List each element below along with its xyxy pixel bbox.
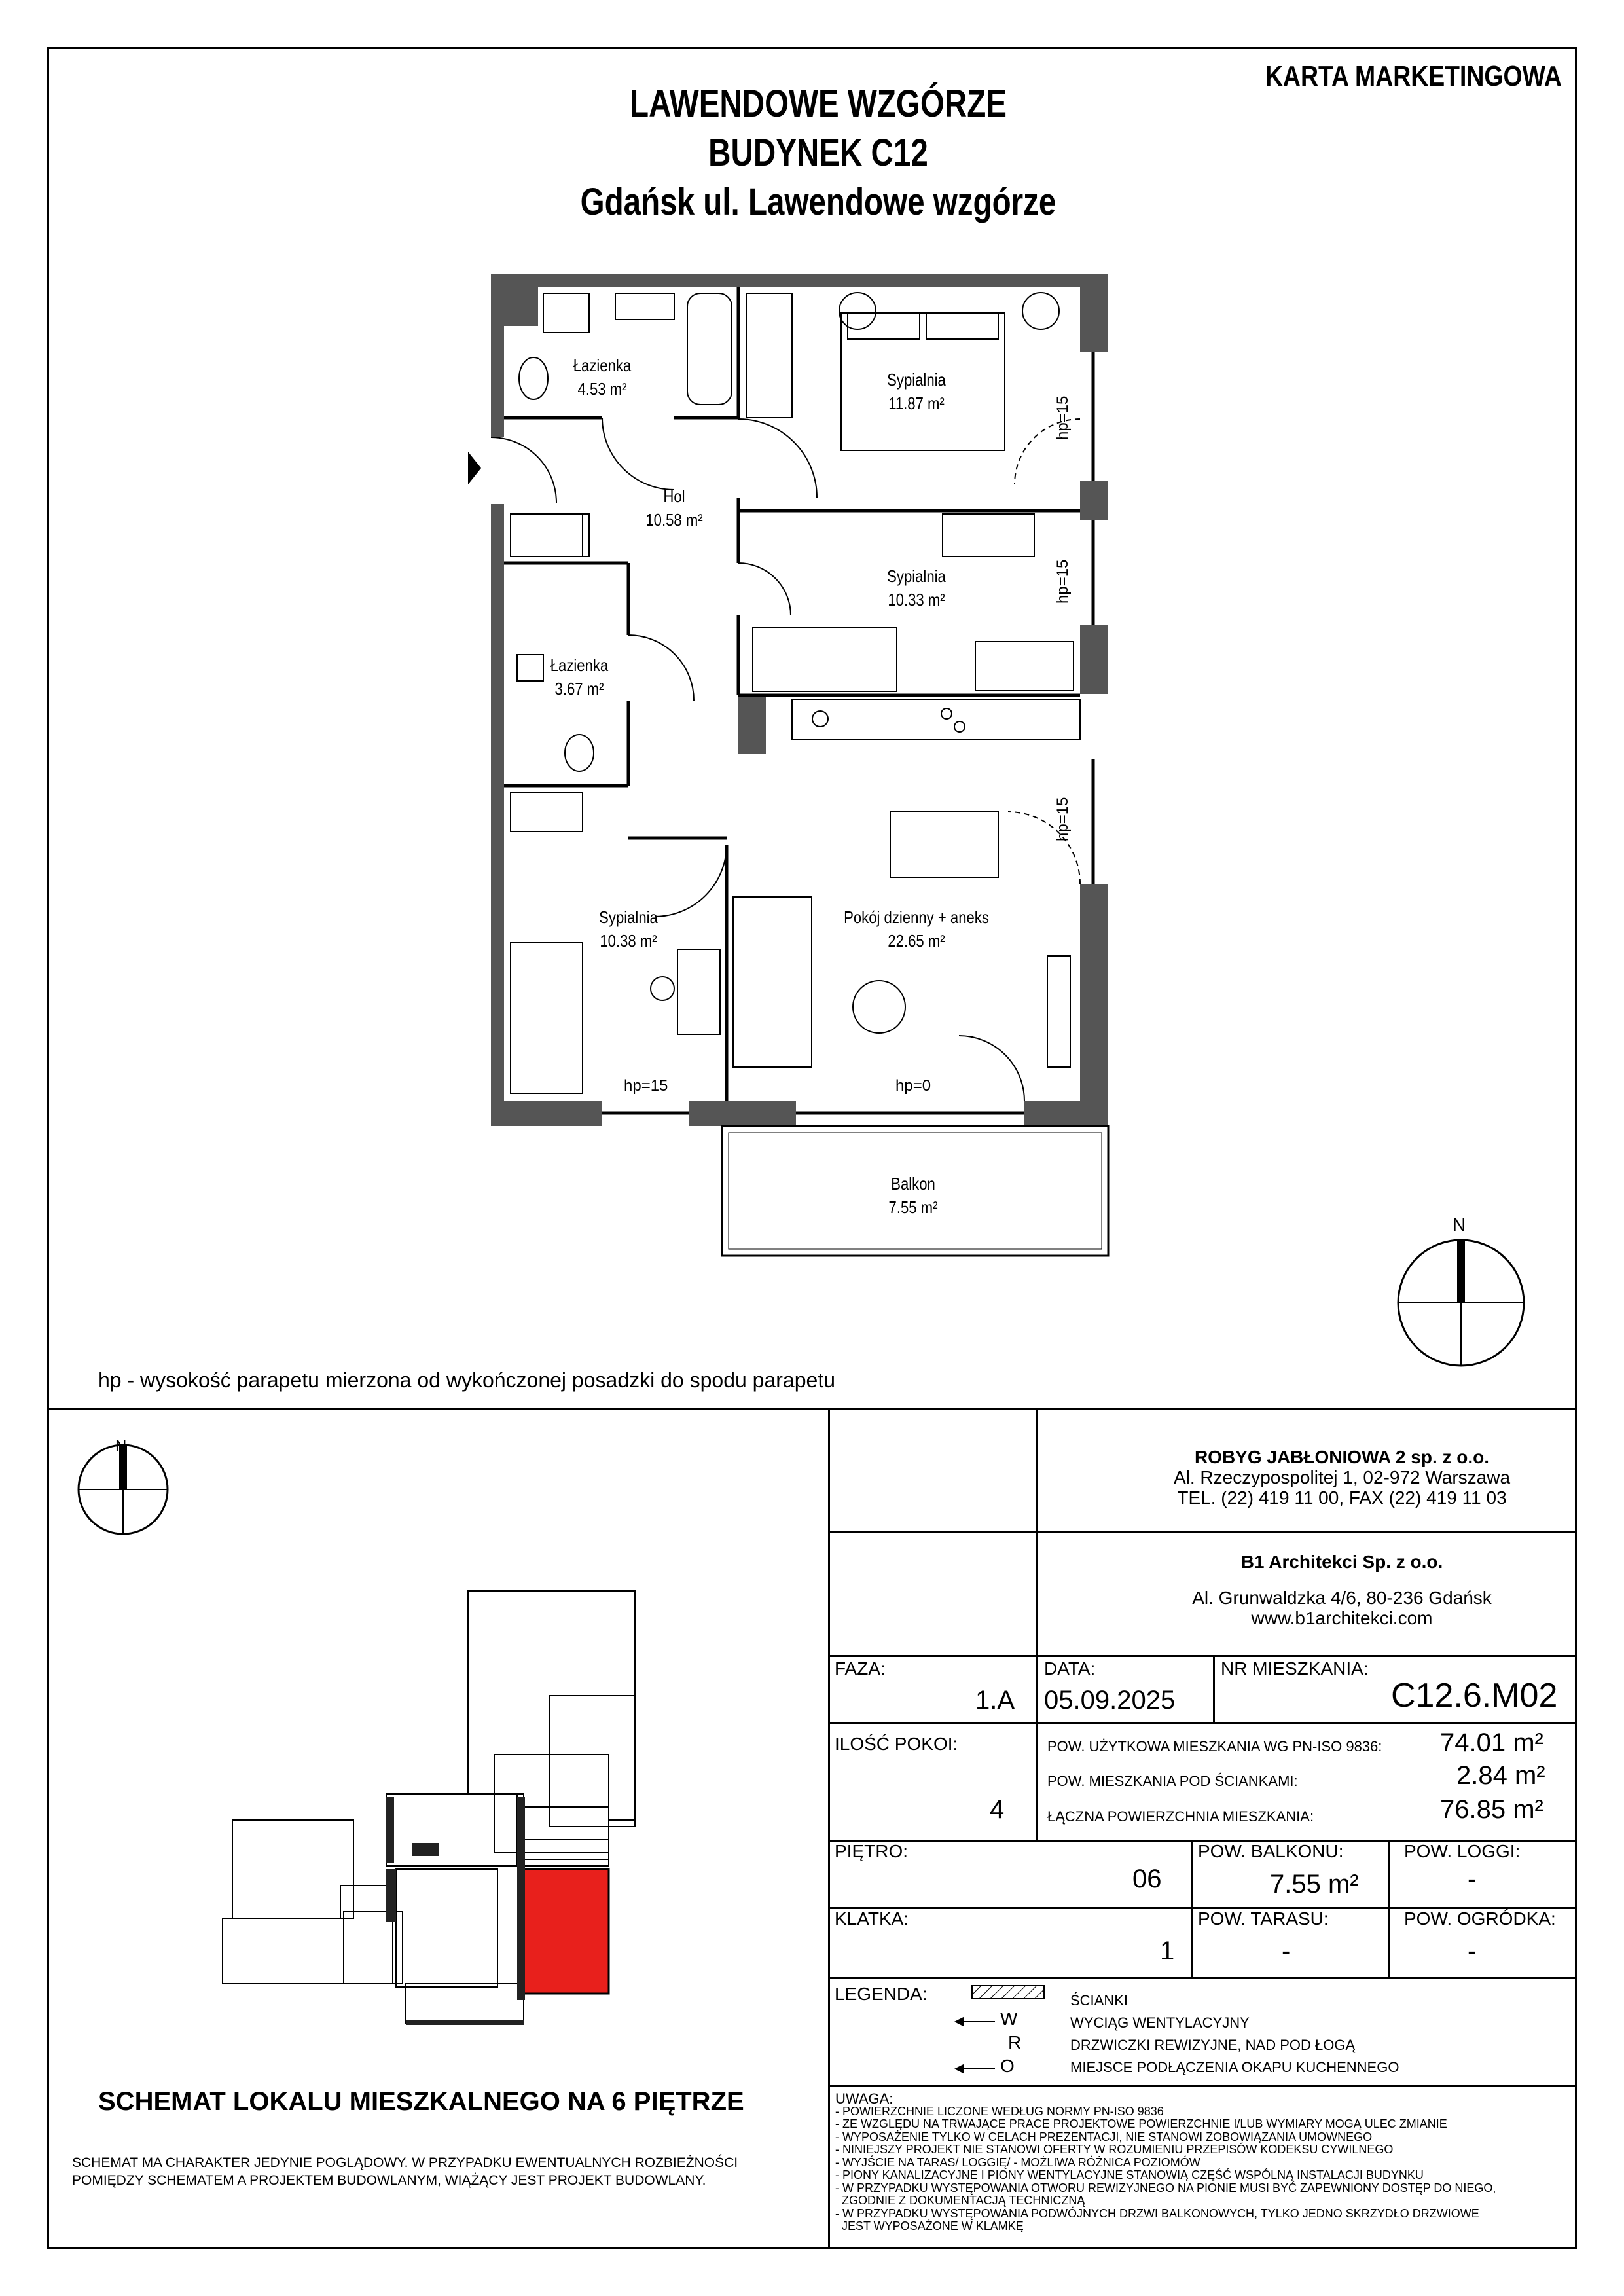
pietro-value: 06 [1132,1865,1162,1893]
pow-uzytkowa-label: POW. UŻYTKOWA MIESZKANIA WG PN-ISO 9836: [1047,1738,1382,1755]
project-title: LAWENDOWE WZGÓRZE [630,82,1007,125]
hp-label: hp=15 [1054,395,1072,440]
room-pokoj-dzienny: Pokój dzienny + aneks 22.65 m² [844,907,989,951]
pow-scianki-value: 2.84 m² [1456,1761,1545,1790]
pow-laczna-value: 76.85 m² [1440,1795,1543,1824]
hp-note: hp - wysokość parapetu mierzona od wykończonej posadzki do spodu parapetu [98,1368,835,1392]
room-hol: Hol 10.58 m² [645,486,703,530]
ogrodek-label: POW. OGRÓDKA: [1404,1908,1556,1929]
schemat-title: SCHEMAT LOKALU MIESZKALNEGO NA 6 PIĘTRZE [98,2087,744,2116]
legend-symbol-r: R [1008,2032,1022,2052]
hp-label: hp=15 [1054,797,1072,841]
legend-symbol-w: W [1000,2009,1018,2029]
pietro-label: PIĘTRO: [835,1841,909,1861]
loggia-label: POW. LOGGI: [1404,1841,1521,1861]
legend-text: WYCIĄG WENTYLACYJNY [1070,2014,1250,2031]
taras-label: POW. TARASU: [1198,1908,1329,1929]
uwaga-notes: UWAGA: - POWIERZCHNIE LICZONE WEDŁUG NORMY PN-ISO 9836 - ZE WZGLĘDU NA TRWAJĄCE PRACE PROJEKTOWE POWIERZCHNIE I/LUB WYMIARY MOGĄ ULEC ZMIANIE - WYPOSAŻENIE TYLKO W CELACH PREZENTACJI, NIE STANOWI ZOBOWIĄZANIA UMOWNEGO - NINIEJSZY PROJEKT NIE STANOWI OFERTY W ROZUMIENIU PRZEPISÓW KODEKSU CYWILNEGO - WYJŚCIE NA TARAS/ LOGGIĘ/ - MOŻLIWA RÓŻNICA POZIOMÓW - PIONY KANALIZACYJNE I PIONY WENTYLACYJNE STANOWIĄ CZĘŚĆ WSPÓLNĄ INSTALACJI BUDYNKU - W PRZYPADKU WYSTĘPOWANIA OTWORU REWIZYJNEGO NA PIONIE MUSI BYĆ ZAPEWNIONY DOSTĘP DO NIEGO, ZGODNIE Z DOKUMENTACJĄ TECHNICZNĄ - W PRZYPADKU WYSTĘPOWANIA PODWÓJNYCH DRZWI BALKONOWYCH, TYLKO JEDNO SKRZYDŁO DRZWIOWE JEST WYPOSAŻONE W KLAMKĘ [835,2090,1496,2232]
room-lazienka-2: Łazienka 3.67 m² [550,655,609,699]
pow-scianki-label: POW. MIESZKANIA POD ŚCIANKAMI: [1047,1773,1298,1789]
data-label: DATA: [1044,1658,1096,1679]
wall-hatch-icon [972,1986,1044,1999]
balkon-value: 7.55 m² [1270,1870,1359,1899]
hp-label: hp=0 [895,1077,931,1095]
legend-symbol-o: O [1000,2056,1015,2076]
compass-n-label: N [1453,1214,1466,1235]
disclaimer: SCHEMAT MA CHARAKTER JEDYNIE POGLĄDOWY. W PRZYPADKU EWENTUALNYCH ROZBIEŻNOŚCI POMIĘDZY SCHEMATEM A PROJEKTEM BUDOWLANYM, WIĄŻĄCY JEST PROJEKT BUDOWLANY. [72,2155,738,2188]
klatka-value: 1 [1160,1937,1175,1965]
faza-label: FAZA: [835,1658,886,1679]
klatka-label: KLATKA: [835,1908,909,1929]
balkon-label: POW. BALKONU: [1198,1841,1344,1861]
taras-value: - [1282,1937,1291,1965]
hp-label: hp=15 [624,1077,668,1095]
room-sypialnia-1: Sypialnia 11.87 m² [887,370,946,413]
legend-title: LEGENDA: [835,1984,928,2004]
pokoje-label: ILOŚĆ POKOI: [835,1734,958,1754]
hp-label: hp=15 [1054,559,1072,604]
building-title: BUDYNEK C12 [708,132,928,174]
nr-value: C12.6.M02 [1391,1677,1558,1715]
faza-value: 1.A [975,1686,1015,1715]
architect-block: B1 Architekci Sp. z o.o. Al. Grunwaldzka 4/6, 80-236 Gdańsk www.b1architekci.com [1192,1552,1492,1628]
marketing-card-label: KARTA MARKETINGOWA [1265,60,1562,92]
pow-uzytkowa-value: 74.01 m² [1440,1728,1543,1757]
address-title: Gdańsk ul. Lawendowe wzgórze [580,181,1056,223]
data-value: 05.09.2025 [1044,1686,1176,1715]
ogrodek-value: - [1468,1937,1477,1965]
loggia-value: - [1468,1865,1477,1893]
room-balkon: Balkon 7.55 m² [888,1174,938,1217]
developer-block: ROBYG JABŁONIOWA 2 sp. z o.o. Al. Rzeczypospolitej 1, 02-972 Warszawa TEL. (22) 419 11 00, FAX (22) 419 11 03 [1173,1447,1511,1508]
pow-laczna-label: ŁĄCZNA POWIERZCHNIA MIESZKANIA: [1047,1808,1314,1825]
room-lazienka-1: Łazienka 4.53 m² [573,355,632,399]
pokoje-value: 4 [990,1795,1005,1824]
legend-text: DRZWICZKI REWIZYJNE, NAD POD ŁOGĄ [1070,2037,1356,2053]
room-sypialnia-2: Sypialnia 10.33 m² [887,566,946,610]
compass-small-n-label: N [115,1437,127,1455]
legend-text: MIEJSCE PODŁĄCZENIA OKAPU KUCHENNEGO [1070,2059,1399,2075]
room-sypialnia-3: Sypialnia 10.38 m² [599,907,658,951]
legend-text: ŚCIANKI [1070,1992,1128,2009]
nr-label: NR MIESZKANIA: [1221,1658,1369,1679]
